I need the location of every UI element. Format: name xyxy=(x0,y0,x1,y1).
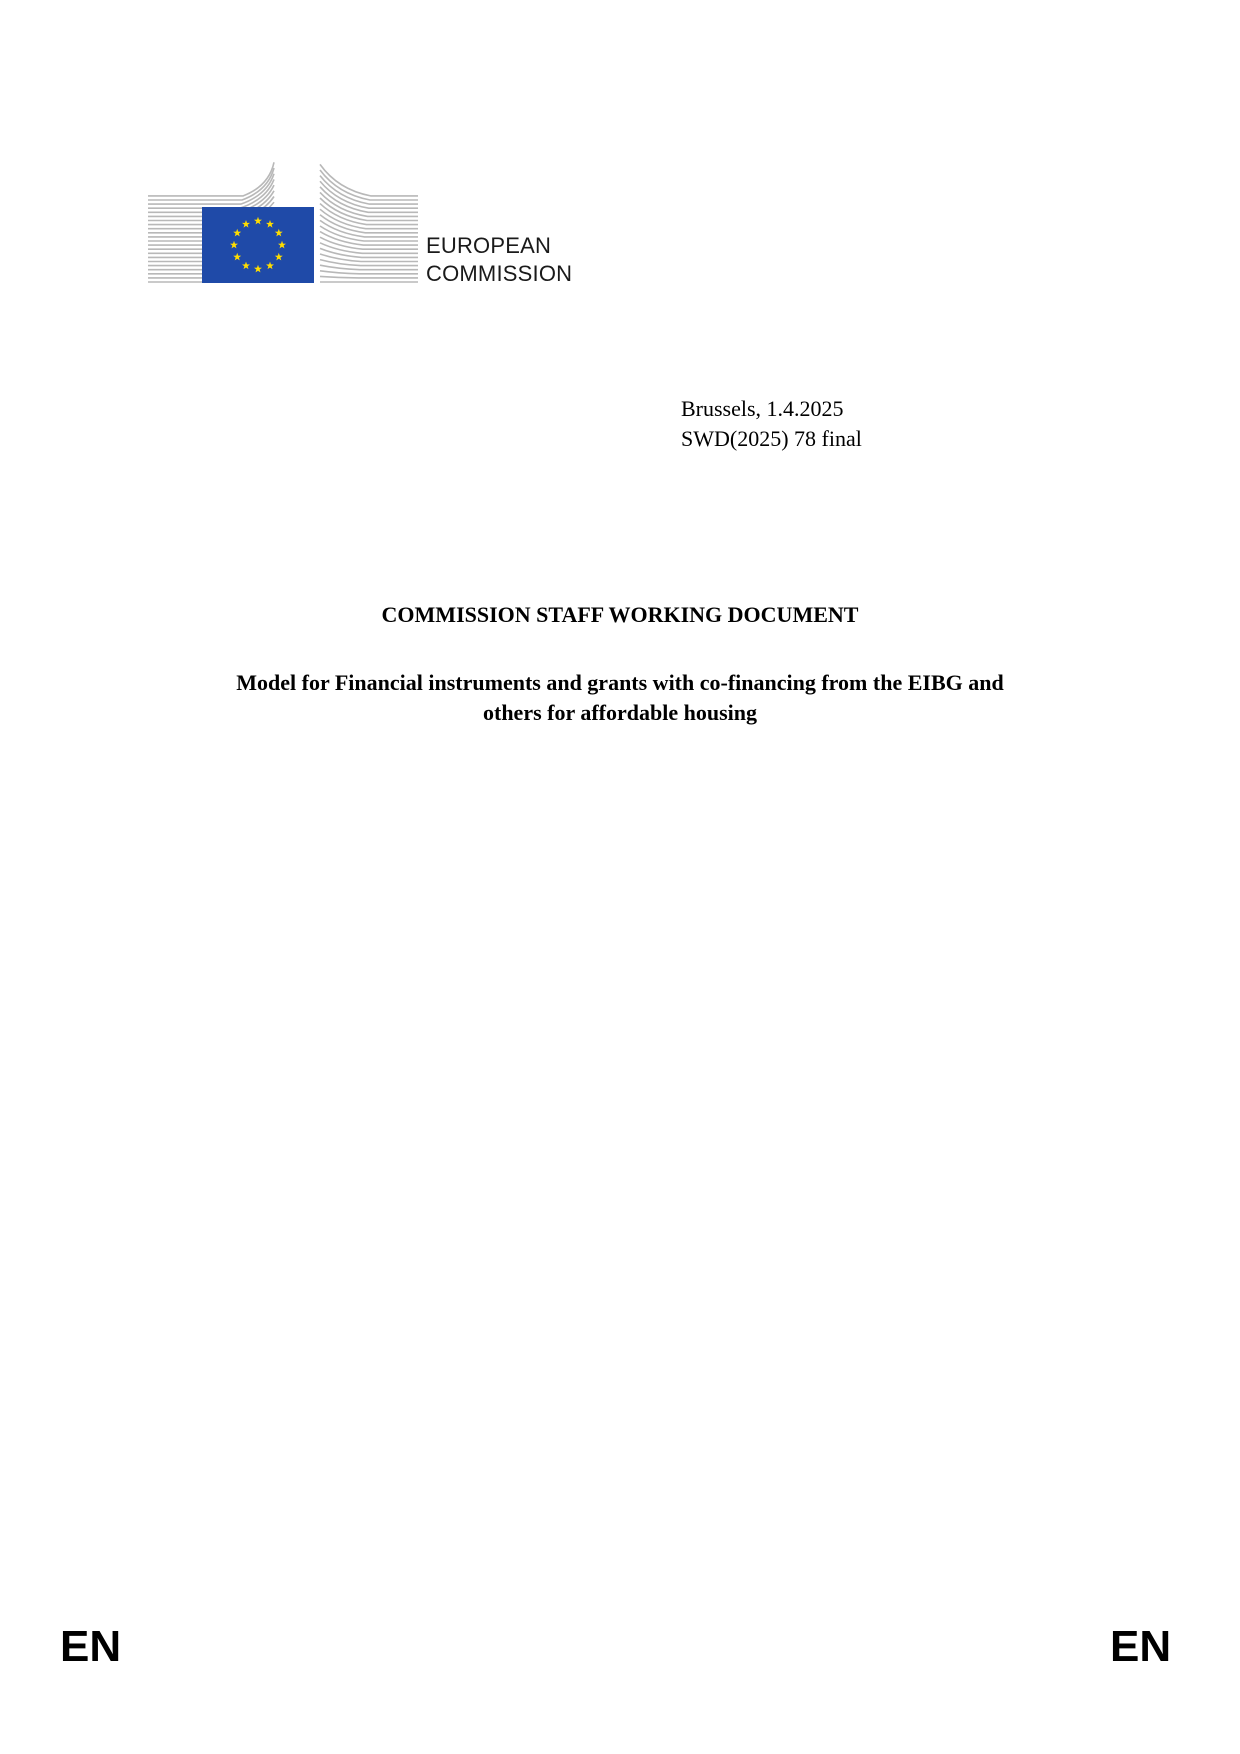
european-commission-logo xyxy=(148,152,418,286)
building-line xyxy=(320,164,418,196)
building-line xyxy=(320,260,418,266)
document-title-line-1: Model for Financial instruments and grants with co-financing from the EIBG and xyxy=(236,670,1004,695)
logo-line-commission: COMMISSION xyxy=(426,261,573,286)
building-line xyxy=(320,204,418,225)
logo-line-european: EUROPEAN xyxy=(426,233,552,258)
building-line xyxy=(148,162,274,196)
document-title xyxy=(150,668,1090,728)
document-reference: SWD(2025) 78 final xyxy=(681,426,862,451)
place-date: Brussels, 1.4.2025 xyxy=(681,396,844,421)
logo-wordmark xyxy=(426,232,572,288)
building-line xyxy=(320,276,418,278)
language-code-right: EN xyxy=(1110,1622,1172,1671)
language-code-left: EN xyxy=(60,1622,122,1671)
document-meta xyxy=(681,394,862,454)
building-line xyxy=(320,271,418,274)
document-title-line-2: others for affordable housing xyxy=(483,700,757,725)
document-type: COMMISSION STAFF WORKING DOCUMENT xyxy=(381,602,859,627)
building-right-lines xyxy=(320,164,418,282)
